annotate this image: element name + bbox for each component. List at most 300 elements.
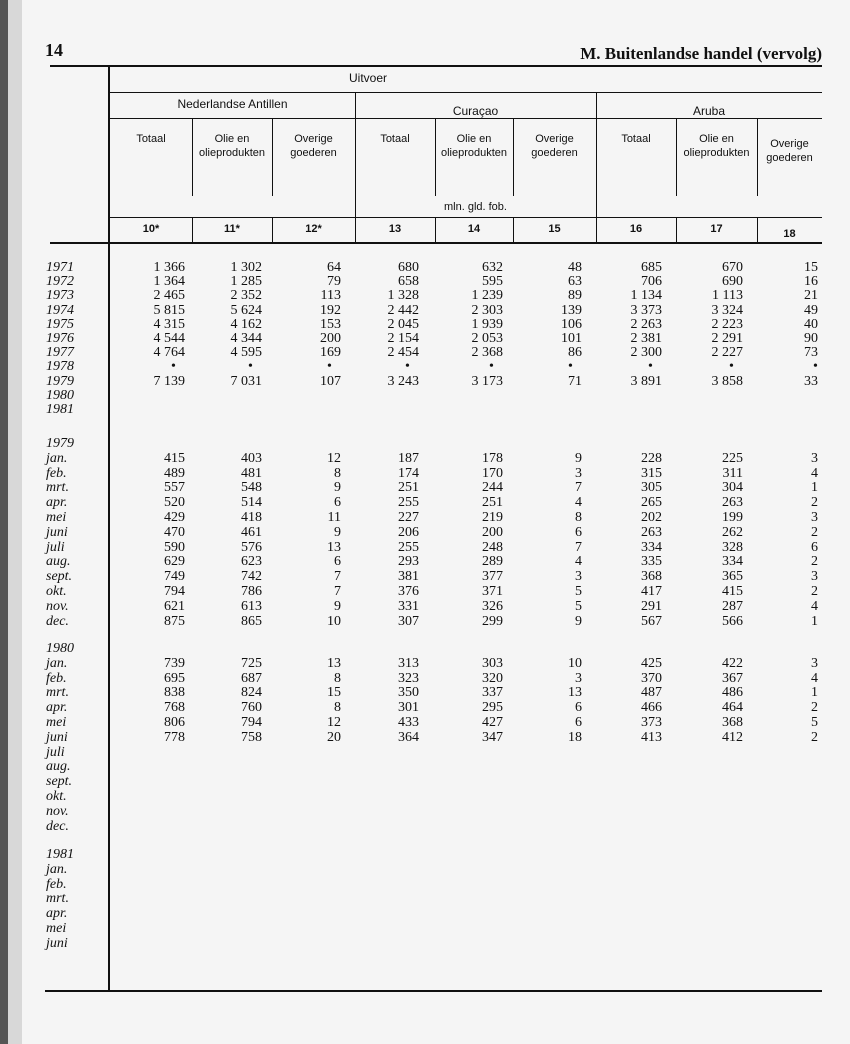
table-cell: 90	[804, 331, 818, 346]
table-cell: 632	[482, 260, 503, 275]
table-cell: 2	[811, 729, 818, 745]
row-label: aug.	[46, 554, 71, 570]
row-label: 1977	[46, 345, 74, 361]
row-label: 1981	[46, 402, 74, 417]
table-cell: 470	[164, 524, 185, 540]
row-label: 1971	[46, 260, 74, 275]
table-cell: 433	[398, 715, 419, 730]
table-cell: 192	[320, 302, 341, 318]
section-nederlandse-antillen: Nederlandse Antillen	[177, 97, 288, 111]
row-label: nov.	[46, 598, 69, 614]
table-cell: 219	[482, 510, 503, 525]
table-cell: 1 328	[387, 288, 419, 304]
table-cell: 427	[482, 715, 503, 730]
table-cell: 4	[811, 465, 818, 481]
table-cell: 334	[641, 539, 662, 555]
table-cell: 4 344	[230, 331, 262, 346]
table-cell: 7	[575, 480, 582, 496]
column-header: Overige goederen	[766, 138, 813, 164]
table-cell: 8	[334, 465, 341, 481]
table-cell: 6	[575, 715, 582, 730]
table-cell: 381	[398, 569, 419, 585]
table-cell: 520	[164, 495, 185, 511]
table-cell: 415	[164, 450, 185, 466]
row-label: mei	[46, 510, 67, 525]
table-cell: 18	[568, 729, 582, 745]
table-cell: 13	[327, 655, 341, 671]
row-label: mei	[46, 921, 67, 936]
table-cell: 567	[641, 613, 662, 629]
column-header: Totaal	[621, 133, 651, 145]
table-cell: 429	[164, 510, 185, 525]
table-row	[0, 701, 850, 715]
table-cell: 255	[398, 539, 419, 555]
table-cell: 71	[568, 373, 582, 389]
table-cell: 4	[575, 495, 582, 511]
row-label: feb.	[46, 465, 67, 481]
table-cell: 725	[241, 655, 262, 671]
table-cell: 3	[811, 450, 818, 466]
table-cell: 73	[804, 345, 818, 361]
table-cell: 4 544	[153, 331, 185, 346]
table-cell: 320	[482, 670, 503, 686]
page-title: M. Buitenlandse handel (vervolg)	[580, 44, 822, 63]
row-label: juni	[46, 524, 68, 540]
row-label: juli	[46, 539, 65, 555]
table-cell: 623	[241, 554, 262, 570]
column-number: 16	[629, 223, 643, 235]
table-row	[0, 878, 850, 892]
table-cell: 323	[398, 670, 419, 686]
table-cell: 466	[641, 700, 662, 716]
table-row	[0, 731, 850, 745]
table-cell: 200	[482, 524, 503, 540]
table-cell: 1	[811, 480, 818, 496]
table-cell: 263	[722, 495, 743, 511]
table-cell: 514	[241, 495, 262, 511]
table-cell: 739	[164, 655, 185, 671]
table-row	[0, 452, 850, 466]
table-cell: 89	[568, 288, 582, 304]
table-row	[0, 496, 850, 510]
rule	[192, 118, 193, 196]
table-row	[0, 360, 850, 374]
table-cell: 293	[398, 554, 419, 570]
table-cell: 367	[722, 670, 743, 686]
table-cell: 225	[722, 450, 743, 466]
table-cell: •	[813, 359, 818, 375]
table-cell: 255	[398, 495, 419, 511]
table-cell: 11	[327, 510, 341, 525]
table-cell: 304	[722, 480, 743, 496]
rule	[757, 118, 758, 196]
table-cell: 263	[641, 524, 662, 540]
table-cell: 289	[482, 554, 503, 570]
table-cell: 8	[575, 510, 582, 525]
table-row	[0, 907, 850, 921]
rule	[513, 118, 514, 196]
column-number: 15	[548, 223, 561, 235]
table-cell: 806	[164, 715, 185, 730]
table-cell: 295	[482, 700, 503, 716]
table-cell: 364	[398, 729, 419, 745]
table-cell: 170	[482, 465, 503, 481]
row-label: aug.	[46, 759, 71, 775]
table-cell: 371	[482, 584, 503, 599]
table-cell: 200	[320, 331, 341, 346]
table-row	[0, 600, 850, 614]
table-cell: 251	[398, 480, 419, 496]
table-cell: 370	[641, 670, 662, 686]
table-cell: 595	[482, 274, 503, 290]
column-header: Totaal	[380, 133, 410, 145]
table-cell: 2 045	[387, 316, 419, 332]
rule	[435, 118, 436, 196]
table-cell: 113	[320, 288, 341, 304]
column-number: 10*	[142, 223, 160, 235]
table-cell: 1 939	[471, 316, 503, 332]
table-row	[0, 642, 850, 656]
table-row	[0, 922, 850, 936]
column-header: Overige goederen	[531, 133, 578, 159]
table-row	[0, 805, 850, 819]
table-cell: 3 373	[630, 302, 662, 318]
table-cell: 4 764	[153, 345, 185, 361]
table-cell: 415	[722, 584, 743, 599]
table-cell: 1 134	[630, 288, 662, 304]
table-cell: 199	[722, 510, 743, 525]
table-bottom-rule	[45, 990, 822, 992]
table-cell: 291	[641, 598, 662, 614]
table-cell: •	[171, 359, 176, 375]
table-cell: 8	[334, 700, 341, 716]
column-header: Olie en olieprodukten	[440, 133, 508, 159]
table-cell: 7	[334, 584, 341, 599]
table-cell: 334	[722, 554, 743, 570]
rule	[272, 118, 273, 196]
table-row	[0, 541, 850, 555]
table-cell: 486	[722, 685, 743, 701]
table-cell: 9	[334, 524, 341, 540]
row-label: 1979	[46, 436, 74, 451]
table-cell: 1 239	[471, 288, 503, 304]
column-header: Totaal	[136, 133, 166, 145]
table-top-rule	[50, 65, 822, 67]
column-header: Olie en olieprodukten	[198, 133, 266, 159]
table-cell: 838	[164, 685, 185, 701]
table-row	[0, 318, 850, 332]
column-number: 13	[388, 223, 402, 235]
row-label: mrt.	[46, 891, 69, 907]
table-cell: 6	[575, 524, 582, 540]
table-cell: •	[248, 359, 253, 375]
unit-label: mln. gld. fob.	[444, 201, 507, 213]
table-cell: 373	[641, 715, 662, 730]
table-cell: 335	[641, 554, 662, 570]
row-label: feb.	[46, 876, 67, 892]
column-number: 17	[710, 223, 723, 235]
rule	[676, 118, 677, 196]
table-cell: 2 368	[471, 345, 503, 361]
table-cell: 749	[164, 569, 185, 585]
table-cell: 368	[722, 715, 743, 730]
table-cell: 3	[575, 670, 582, 686]
table-cell: 3	[811, 510, 818, 525]
table-cell: 2 465	[153, 288, 185, 304]
table-row	[0, 760, 850, 774]
table-cell: 413	[641, 729, 662, 745]
row-label: apr.	[46, 495, 68, 511]
table-cell: 824	[241, 685, 262, 701]
table-cell: 865	[241, 613, 262, 629]
rule	[50, 242, 822, 244]
table-cell: 21	[804, 288, 818, 304]
table-cell: 106	[561, 316, 582, 332]
table-cell: 13	[327, 539, 341, 555]
table-cell: 629	[164, 554, 185, 570]
table-cell: 742	[241, 569, 262, 585]
table-cell: 3	[811, 569, 818, 585]
table-row	[0, 555, 850, 569]
table-cell: 13	[568, 685, 582, 701]
table-cell: 15	[804, 260, 818, 275]
table-cell: 2 303	[471, 302, 503, 318]
table-cell: 5	[811, 715, 818, 730]
column-number: 11*	[224, 223, 240, 235]
table-cell: 40	[804, 316, 818, 332]
rule	[108, 217, 822, 218]
table-cell: 227	[398, 510, 419, 525]
table-cell: 9	[575, 613, 582, 629]
table-row	[0, 526, 850, 540]
table-cell: 3 891	[630, 373, 662, 389]
table-cell: 7 139	[153, 373, 185, 389]
table-row	[0, 570, 850, 584]
table-row	[0, 820, 850, 834]
table-cell: 3	[575, 569, 582, 585]
table-cell: 778	[164, 729, 185, 745]
table-cell: 2 154	[387, 331, 419, 346]
row-label: jan.	[46, 450, 68, 466]
table-cell: 1	[811, 613, 818, 629]
table-cell: 2	[811, 524, 818, 540]
table-cell: 2 227	[711, 345, 743, 361]
table-cell: 425	[641, 655, 662, 671]
table-cell: 412	[722, 729, 743, 745]
row-label: dec.	[46, 613, 69, 629]
table-row	[0, 686, 850, 700]
header-group: Uitvoer	[348, 71, 387, 85]
row-label: feb.	[46, 670, 67, 686]
table-cell: 307	[398, 613, 419, 629]
table-row	[0, 892, 850, 906]
table-cell: 3 173	[471, 373, 503, 389]
table-cell: 377	[482, 569, 503, 585]
column-header: Olie en olieprodukten	[683, 133, 750, 159]
table-cell: 1 364	[153, 274, 185, 290]
section-aruba: Aruba	[692, 104, 726, 118]
table-cell: 16	[804, 274, 818, 290]
table-cell: 178	[482, 450, 503, 466]
table-cell: 461	[241, 524, 262, 540]
table-cell: 365	[722, 569, 743, 585]
table-row	[0, 585, 850, 599]
table-cell: 347	[482, 729, 503, 745]
rule	[108, 118, 822, 119]
table-row	[0, 261, 850, 275]
table-row	[0, 417, 850, 431]
row-label: jan.	[46, 655, 68, 671]
table-cell: 262	[722, 524, 743, 540]
table-cell: 33	[804, 373, 818, 389]
table-cell: 248	[482, 539, 503, 555]
row-label: juli	[46, 744, 65, 760]
row-label: 1978	[46, 359, 74, 375]
table-row	[0, 746, 850, 760]
table-cell: •	[327, 359, 332, 375]
table-cell: 174	[398, 465, 419, 481]
table-cell: 576	[241, 539, 262, 555]
table-cell: 251	[482, 495, 503, 511]
table-cell: 7	[575, 539, 582, 555]
row-label: mei	[46, 715, 67, 730]
table-cell: 299	[482, 613, 503, 629]
row-label: 1976	[46, 331, 74, 346]
row-label: okt.	[46, 584, 67, 599]
table-cell: 5 624	[230, 302, 262, 318]
table-cell: 4	[811, 670, 818, 686]
column-header: Overige goederen	[290, 133, 337, 159]
table-cell: 1	[811, 685, 818, 701]
table-cell: 464	[722, 700, 743, 716]
table-cell: 3	[575, 465, 582, 481]
table-cell: 6	[334, 495, 341, 511]
row-label: mrt.	[46, 480, 69, 496]
table-cell: 48	[568, 260, 582, 275]
table-row	[0, 467, 850, 481]
table-row	[0, 834, 850, 848]
table-cell: 9	[334, 480, 341, 496]
row-label: 1973	[46, 288, 74, 304]
table-cell: 9	[575, 450, 582, 466]
table-cell: 621	[164, 598, 185, 614]
table-cell: 4 162	[230, 316, 262, 332]
table-cell: •	[405, 359, 410, 375]
table-cell: 2 454	[387, 345, 419, 361]
table-cell: 557	[164, 480, 185, 496]
table-cell: 326	[482, 598, 503, 614]
table-cell: 758	[241, 729, 262, 745]
table-cell: 3 858	[711, 373, 743, 389]
table-row	[0, 481, 850, 495]
table-cell: 7	[334, 569, 341, 585]
table-cell: 101	[561, 331, 582, 346]
table-cell: 613	[241, 598, 262, 614]
table-cell: 328	[722, 539, 743, 555]
table-cell: 1 302	[230, 260, 262, 275]
table-cell: 8	[334, 670, 341, 686]
table-cell: 5 815	[153, 302, 185, 318]
table-cell: 566	[722, 613, 743, 629]
column-number: 14	[467, 223, 481, 235]
table-cell: 313	[398, 655, 419, 671]
table-row	[0, 615, 850, 629]
table-cell: 690	[722, 274, 743, 290]
section-curacao: Curaçao	[452, 104, 499, 118]
table-cell: 768	[164, 700, 185, 716]
table-cell: 7 031	[230, 373, 262, 389]
table-cell: 4 595	[230, 345, 262, 361]
table-cell: 79	[327, 274, 341, 290]
table-cell: 695	[164, 670, 185, 686]
table-cell: 15	[327, 685, 341, 701]
table-cell: 687	[241, 670, 262, 686]
table-cell: 305	[641, 480, 662, 496]
table-row	[0, 275, 850, 289]
table-cell: 2 442	[387, 302, 419, 318]
table-row	[0, 790, 850, 804]
row-label: jan.	[46, 861, 68, 877]
table-cell: 590	[164, 539, 185, 555]
table-cell: 107	[320, 373, 341, 389]
table-cell: 6	[575, 700, 582, 716]
table-cell: 301	[398, 700, 419, 716]
table-cell: 760	[241, 700, 262, 716]
table-cell: 20	[327, 729, 341, 745]
row-label: sept.	[46, 569, 73, 585]
table-cell: 3	[811, 655, 818, 671]
table-cell: 228	[641, 450, 662, 466]
table-row	[0, 848, 850, 862]
table-row	[0, 403, 850, 417]
table-cell: 244	[482, 480, 503, 496]
table-row	[0, 304, 850, 318]
table-cell: 376	[398, 584, 419, 599]
table-cell: 5	[575, 598, 582, 614]
row-label: 1974	[46, 302, 74, 318]
table-cell: 418	[241, 510, 262, 525]
table-cell: 786	[241, 584, 262, 599]
table-row	[0, 289, 850, 303]
table-cell: 206	[398, 524, 419, 540]
table-cell: 2 300	[630, 345, 662, 361]
column-number: 18	[783, 228, 796, 240]
table-cell: 680	[398, 260, 419, 275]
table-row	[0, 672, 850, 686]
table-row	[0, 863, 850, 877]
table-cell: 311	[722, 465, 743, 481]
table-cell: 4	[811, 598, 818, 614]
table-cell: 422	[722, 655, 743, 671]
table-cell: 658	[398, 274, 419, 290]
row-label: dec.	[46, 818, 69, 834]
table-cell: 86	[568, 345, 582, 361]
row-label: 1972	[46, 274, 74, 290]
table-cell: 331	[398, 598, 419, 614]
table-cell: 350	[398, 685, 419, 701]
row-label: juni	[46, 935, 68, 951]
table-cell: 2 223	[711, 316, 743, 332]
table-cell: 2	[811, 495, 818, 511]
table-cell: 5	[575, 584, 582, 599]
row-label: sept.	[46, 774, 73, 790]
table-cell: 6	[334, 554, 341, 570]
table-cell: 10	[568, 655, 582, 671]
table-cell: 1 113	[712, 288, 743, 304]
table-cell: 1 366	[153, 260, 185, 275]
table-cell: 2 263	[630, 316, 662, 332]
table-row	[0, 389, 850, 403]
